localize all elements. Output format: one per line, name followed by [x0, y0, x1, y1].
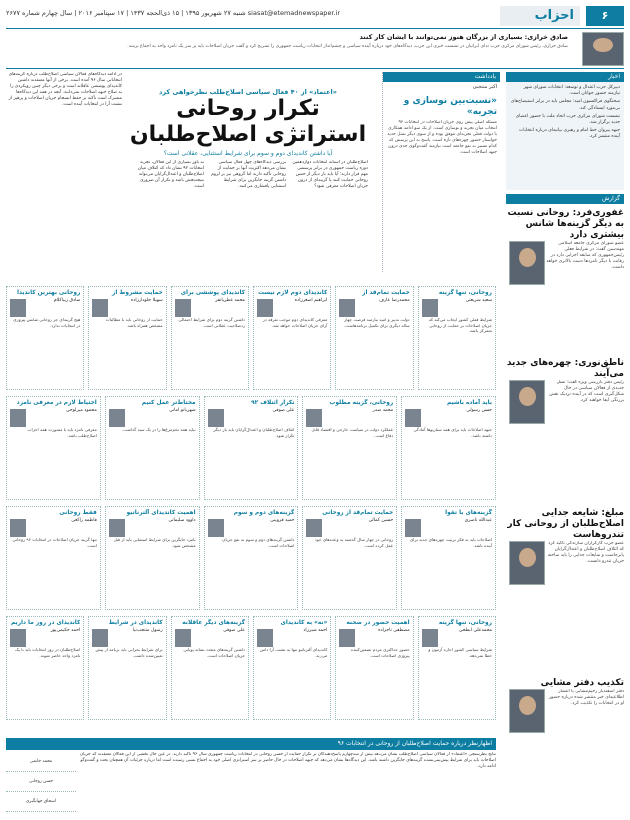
card-text: عملکرد دولت در سیاست خارجی و اقتصاد قابل دفاع است.	[311, 427, 394, 438]
card-author: محمد صدر	[372, 408, 394, 413]
note-label: یادداشت	[383, 72, 500, 82]
author-photo	[92, 299, 108, 317]
card-author: شهربانو امانی	[169, 408, 196, 413]
card-author: محمد عطریانفر	[215, 298, 246, 303]
card-author: حسین کمالی	[368, 518, 394, 523]
page-header	[6, 6, 624, 26]
opinion-card	[335, 286, 413, 390]
lead-headline-block	[128, 88, 368, 157]
card-text: حمایت از روحانی باید با مطالبات مشخص همراه باشد.	[105, 317, 163, 328]
sidebar-name: محمد خاتمی	[6, 752, 76, 772]
card-title: اهمیت کاندیدای آلترناتیو	[126, 510, 196, 516]
brief-title: مبلغ: شایعه جدایی اصلاح‌طلبان از روحانی کار تندروهاست	[507, 508, 624, 540]
author-photo	[10, 299, 26, 317]
card-title: روحانی، تنها گزینه	[438, 620, 492, 626]
note-author: اکبر منتجبی	[472, 84, 497, 90]
news-item: نشست شورای مرکزی حزب اتحاد ملت با حضور اعضای جدید برگزار شد.	[515, 113, 620, 126]
opinion-card	[88, 616, 166, 720]
news-box-header: اخبار	[506, 72, 624, 82]
lead-column: اصلاح‌طلبان در آستانه انتخابات دوازدهمین دوره ریاست جمهوری در برابر پرسشی مهم قرار دارند؛ آیا باید بار دیگر از حسن روحانی حمایت کنند یا گزینه‌ای از درون جریان اصلاحات معرفی شود؟	[292, 160, 368, 189]
brief-item	[506, 204, 624, 354]
card-title: حمایت مشروط از	[112, 290, 163, 296]
author-photo	[175, 299, 191, 317]
card-title: کاندیدای در شرایط	[108, 620, 163, 626]
card-text: کاندیدای آلترناتیو تنها به تشتت آرا دامن می‌زند.	[259, 647, 328, 658]
top-quote	[6, 32, 568, 66]
card-text: روحانی در چهار سال گذشته به وعده‌های خود عمل کرده است.	[314, 537, 394, 548]
opinion-card	[6, 396, 101, 500]
card-text: شرایط فعلی کشور ایجاب می‌کند که جریان اصلاحات بر حمایت از روحانی متمرکز باشد.	[428, 317, 492, 334]
card-title: روحانی بهترین کاندیدا	[17, 290, 81, 296]
opinion-card	[302, 396, 397, 500]
lead-body	[128, 160, 368, 290]
card-title: گزینه‌های دوم و سوم	[233, 510, 295, 516]
author-photo	[422, 629, 438, 647]
card-text: جبهه اصلاحات باید برای همه سناریوها آمادگی داشته باشد.	[413, 427, 492, 438]
card-text: داشتن گزینه‌های متعدد نشانه پویایی جریان اصلاحات است.	[183, 647, 246, 658]
card-text: داشتن گزینه‌های دوم و سوم به نفع جریان اصلاحات است.	[222, 537, 295, 548]
author-photo	[10, 519, 26, 537]
opinion-card	[105, 396, 200, 500]
card-text: اصلاح‌طلبان در روز انتخابات باید با یک نامزد واحد حاضر شوند.	[15, 647, 81, 658]
lead-column: به باور بسیاری از این فعالان، تجربه انتخابات ۹۲ نشان داد که ائتلاف میان اصلاح‌طلبان و اعتدال‌گرایان می‌تواند نتیجه‌بخش باشد و تکرار آن ضروری است.	[137, 160, 204, 189]
card-text: هیچ گزینه‌ای جز روحانی شانس پیروزی در انتخابات ندارد.	[13, 317, 81, 328]
opinion-card	[335, 616, 413, 720]
card-author: ابراهیم اصغرزاده	[294, 298, 328, 303]
opinion-card	[253, 286, 331, 390]
card-author: علی صوفی	[272, 408, 295, 413]
author-photo	[306, 409, 322, 427]
news-item: جبهه پیروان خط امام و رهبری بیانیه‌ای درباره انتخابات آینده منتشر کرد.	[519, 128, 620, 140]
author-photo	[208, 519, 224, 537]
author-photo	[10, 629, 26, 647]
note-title: «نسبت‌بین نوسازی و تجربه»	[403, 96, 497, 117]
bottom-article-text: نتایج نظرسنجی «اعتماد» از فعالان سیاسی اصلاح‌طلب نشان می‌دهد بیش از سه‌چهارم پاسخ‌دهندگان بر تکرار حمایت از حسن روحانی در انتخابات ریاست جمهوری سال ۹۶ تأکید دارند. در عین حال بخشی از این فعالان معتقدند که جریان اصلاحات باید برای شرایط پیش‌بینی‌نشده گزینه‌های جایگزین داشته باشد. این دیدگاه‌ها نشان می‌دهد که جبهه اصلاحات در حال حاضر بر سر استراتژی اصلی خود به اجماع نسبی رسیده است اما درباره جزئیات آن همچنان بحث و گفت‌وگو ادامه دارد.	[80, 752, 496, 769]
author-photo	[405, 519, 421, 537]
opinion-card	[6, 286, 84, 390]
news-item: سخنگوی فراکسیون امید: مجلس باید در برابر استیضاح‌های بی‌مورد ایستادگی کند.	[510, 99, 620, 111]
opinion-card	[418, 616, 496, 720]
opinion-card	[6, 506, 101, 610]
author-photo	[10, 409, 26, 427]
card-title: اهمیت حضور در صحنه	[346, 620, 410, 626]
opinion-card	[171, 286, 249, 390]
card-author: مصطفی تاجزاده	[378, 628, 410, 633]
author-photo	[257, 299, 273, 317]
brief-text: عضو حزب کارگزاران سازندگی تأکید کرد که ائتلاف اصلاح‌طلبان و اعتدال‌گرایان پابرجاست و شایعات جدایی را باید ساخته جریان تندرو دانست.	[547, 541, 624, 564]
opinion-row	[6, 286, 496, 390]
card-text: نباید همه تخم‌مرغ‌ها را در یک سبد گذاشت.	[121, 427, 196, 432]
bottom-sidebar	[6, 752, 76, 814]
card-author: حسن رسولی	[466, 408, 492, 413]
lead-title: تکرار روحانی استراتژی اصلاح‌طلبان	[129, 96, 367, 147]
card-author: فاطمه راکعی	[71, 518, 97, 523]
opinion-row	[6, 616, 496, 720]
card-text: داشتن گزینه دوم برای شرایط احتمالی ردصلاحیت عقلانی است.	[178, 317, 246, 328]
opinion-card	[88, 286, 166, 390]
card-author: سهیلا جلودارزاده	[130, 298, 163, 303]
card-title: تکرار ائتلاف ۹۲	[251, 400, 295, 406]
card-text: اصلاحات باید به فکر تربیت چهره‌های جدید برای آینده باشد.	[409, 537, 492, 548]
card-author: حمید قزوینی	[270, 518, 295, 523]
author-photo	[257, 629, 273, 647]
note-column	[382, 72, 500, 272]
card-text: شرایط سیاسی کشور اجازه آزمون و خطا نمی‌دهد.	[428, 647, 492, 658]
author-photo	[405, 409, 421, 427]
author-photo	[339, 629, 355, 647]
news-item: دبیرکل حزب اعتدال و توسعه: انتخابات شورای شهر نیازمند حضور جوانان است.	[523, 85, 620, 97]
card-title: باید آماده باشیم	[446, 400, 492, 406]
sidebar-name: اسحاق جهانگیری	[6, 792, 76, 812]
lead-continuation: در ادامه دیدگاه‌های فعالان سیاسی اصلاح‌طلب درباره گزینه‌های انتخاباتی سال ۹۶ آمده است. برخی از آنها معتقدند داشتن کاندیدای پوششی عاقلانه است و برخی دیگر چنین رویکردی را به صلاح جبهه اصلاحات نمی‌دانند. آنچه در همه این دیدگاه‌ها مشترک است تأکید بر حفظ انسجام جریان اصلاحات و پرهیز از تشتت آرا در انتخابات آینده است.	[8, 72, 122, 107]
top-quote-divider	[6, 68, 624, 69]
section-title: احزاب	[500, 6, 580, 26]
card-author: صادق زیباکلام	[53, 298, 81, 303]
note-text: مسئله اصلی پیش روی جریان اصلاحات در انتخابات ۹۶ انتخاب میان تجربه و نوسازی است. از یک سو ادامه همکاری با دولت فعلی تجربه‌ای موفق بوده و از سوی دیگر نسل جدید خواستار حضور چهره‌های تازه است. پاسخ به این پرسش که کدام مسیر به نفع جامعه است نیازمند گفت‌وگوی جدی درون جبهه اصلاحات است.	[387, 120, 497, 155]
opinion-row	[6, 506, 496, 610]
card-title: گزینه‌های با تقوا	[445, 510, 492, 516]
brief-text: رئیس دفتر بازرسی ویژه گفت: نسل جدیدی از فعالان سیاسی در حال شکل‌گیری است که در آینده نزدیک نقش پررنگی ایفا خواهند کرد.	[549, 380, 624, 403]
top-portrait-photo	[582, 32, 624, 66]
author-photo	[109, 519, 125, 537]
opinion-row	[6, 396, 496, 500]
opinion-card	[418, 286, 496, 390]
card-title: «نه» به کاندیدای	[280, 620, 328, 626]
card-title: محتاط‌تر عمل کنیم	[141, 400, 196, 406]
brief-title: غفوری‌فرد: روحانی نسبت به دیگر گزینه‌ها شانس بیشتری دارد	[507, 208, 624, 240]
brief-item	[506, 354, 624, 504]
card-title: روحانی، گزینه مطلوب	[329, 400, 394, 406]
brief-box-header: گزارش	[506, 194, 624, 204]
card-title: احتیاط لازم در معرفی نامزد	[16, 400, 97, 406]
card-text: دولت تدبیر و امید نیازمند فرصت چهار ساله دیگری برای تکمیل برنامه‌هاست.	[344, 317, 410, 328]
card-title: کاندیدای دوم لازم نیست	[258, 290, 328, 296]
header-divider	[6, 28, 624, 29]
card-author: احمد حکیمی‌پور	[50, 628, 81, 633]
brief-item	[506, 504, 624, 674]
card-title: روحانی، تنها گزینه	[438, 290, 492, 296]
author-photo	[306, 519, 322, 537]
brief-text: دفتر اسفندیار رحیم‌مشایی با انتشار اطلاعیه‌ای خبر منتشر شده درباره حضور او در انتخابات را تکذیب کرد.	[548, 689, 624, 706]
card-author: محمدرضا عارف	[379, 298, 410, 303]
opinion-grid	[6, 286, 496, 726]
sidebar-name: حسن روحانی	[6, 772, 76, 792]
page-number: ۶	[586, 6, 624, 26]
brief-photo	[509, 689, 545, 733]
card-text: معرفی کاندیدای دوم موجب تفرقه در آرای جریان اصلاحات خواهد شد.	[262, 317, 328, 328]
card-author: محمدعلی ابطحی	[458, 628, 492, 633]
card-author: علی صوفی	[223, 628, 246, 633]
brief-title: ناطق‌نوری: چهره‌های جدید می‌آیند	[506, 358, 624, 379]
news-list	[506, 82, 624, 190]
lead-subtitle: آیا داشتن کاندیدای دوم و سوم برای شرایط استثنایی، عقلانی است؟	[163, 150, 333, 157]
brief-text: عضو شورای مرکزی جامعه اسلامی مهندسین گفت: در شرایط فعلی رئیس‌جمهوری که سابقه اجرایی دارد در رقابت با دیگر نامزدها دست بالاتری خواهد داشت.	[546, 241, 624, 270]
opinion-card	[302, 506, 397, 610]
card-text: حضور حداکثری مردم تضمین‌کننده پیروزی اصلاحات است.	[350, 647, 410, 658]
brief-photo	[509, 241, 545, 285]
card-title: کاندیدای در روز ما داریم	[11, 620, 81, 626]
author-photo	[339, 299, 355, 317]
brief-photo	[509, 541, 545, 585]
brief-title: تکذیب دفتر مشایی	[540, 678, 624, 688]
brief-photo	[509, 380, 545, 424]
bottom-section-header: اظهارنظر درباره حمایت اصلاح‌طلبان از روحانی در انتخابات ۹۶	[6, 738, 496, 750]
opinion-card	[6, 616, 84, 720]
card-title: کاندیدای پوششی برای	[180, 290, 246, 296]
publication-info: شنبه ۲۷ شهریور ۱۳۹۵ | ۱۵ ذی‌الحجه ۱۴۳۷ | ۱۷ سپتامبر ۲۰۱۶ | سال چهارم شماره ۲۶۷۷ siasat@etemadnewspaper.ir	[6, 9, 341, 17]
author-photo	[92, 629, 108, 647]
card-text: معرفی نامزد باید با مشورت همه احزاب اصلاح‌طلب باشد.	[27, 427, 97, 438]
card-text: تنها گزینه جریان اصلاحات در انتخابات ۹۶ روحانی است.	[12, 537, 97, 548]
lead-column: بررسی دیدگاه‌های چهل فعال سیاسی نشان می‌دهد اکثریت آنها بر حمایت از روحانی تأکید دارند اما گروهی نیز بر لزوم داشتن گزینه جایگزین برای شرایط استثنایی پافشاری می‌کنند.	[211, 160, 286, 189]
card-text: نامزد جایگزین برای شرایط استثنایی باید از قبل مشخص شود.	[113, 537, 196, 548]
opinion-card	[105, 506, 200, 610]
opinion-card	[401, 506, 496, 610]
lead-kicker: «اعتماد» از ۴۰ فعال سیاسی اصلاح‌طلب نظرخواهی کرد	[159, 88, 337, 96]
top-quote-headline: صادق خرازی: بسیاری از بزرگان هنوز نمی‌توانند با ایشان کار کنند	[359, 33, 568, 41]
card-author: داوود سلیمانی	[168, 518, 196, 523]
card-title: حمایت تمام‌قد از	[362, 290, 410, 296]
card-author: عبدالله ناصری	[464, 518, 492, 523]
author-photo	[422, 299, 438, 317]
opinion-card	[401, 396, 496, 500]
right-column	[506, 72, 624, 814]
card-text: برای شرایط بحرانی باید برنامه از پیش تعیین‌شده داشت.	[95, 647, 163, 658]
card-author: محمود میرلوحی	[66, 408, 97, 413]
card-author: رسول منتجب‌نیا	[132, 628, 163, 633]
card-text: ائتلاف اصلاح‌طلبان و اعتدال‌گرایان باید بار دیگر تکرار شود.	[213, 427, 295, 438]
card-author: احمد شیرزاد	[303, 628, 328, 633]
card-author: سعید شریعتی	[465, 298, 492, 303]
opinion-card	[171, 616, 249, 720]
author-photo	[175, 629, 191, 647]
top-quote-text: صادق خرازی، رئیس شورای مرکزی حزب ندای ایرانیان در نشست خبری این حزب، دیدگاه‌های خود درباره آینده سیاسی و چشم‌انداز انتخابات ریاست جمهوری را تشریح کرد و گفت جریان اصلاحات باید بر سر یک نامزد واحد به اجماع برسد.	[127, 44, 568, 49]
card-title: حمایت تمام‌قد از روحانی	[322, 510, 394, 516]
author-photo	[109, 409, 125, 427]
opinion-card	[204, 396, 299, 500]
card-title: فقط روحانی	[59, 510, 97, 516]
opinion-card	[204, 506, 299, 610]
card-title: گزینه‌های دیگر عاقلانه	[182, 620, 246, 626]
opinion-card	[253, 616, 331, 720]
brief-item	[506, 674, 624, 814]
author-photo	[208, 409, 224, 427]
